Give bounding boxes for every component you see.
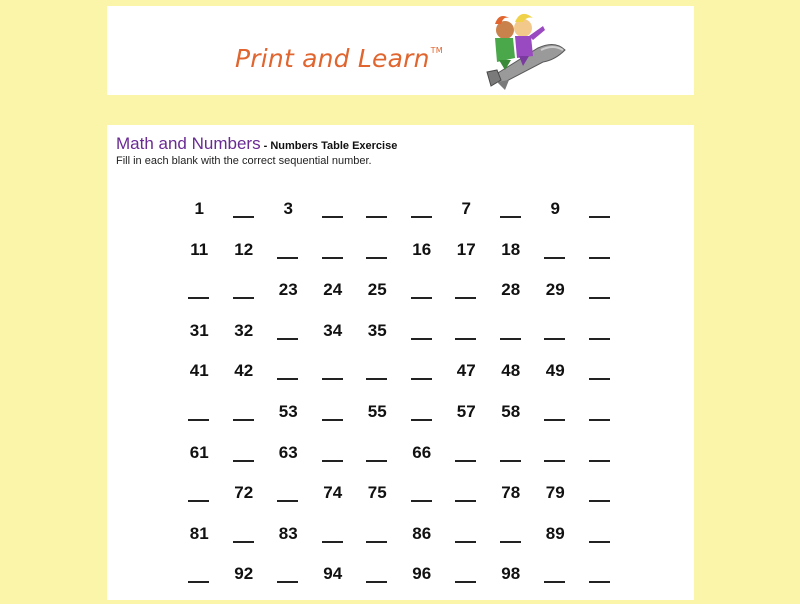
cell-number: 11 (190, 239, 209, 259)
number-cell (266, 443, 311, 473)
blank-underline (411, 378, 432, 380)
grid-row (177, 443, 617, 483)
blank-underline (589, 297, 610, 299)
worksheet-heading (116, 134, 397, 154)
number-cell (400, 240, 445, 270)
blank-cell[interactable] (222, 524, 267, 554)
blank-cell[interactable] (355, 361, 400, 391)
blank-cell[interactable] (533, 402, 578, 432)
cell-number: 74 (323, 483, 343, 503)
blank-underline (544, 338, 565, 340)
header-banner (107, 6, 694, 95)
blank-cell[interactable] (444, 524, 489, 554)
blank-cell[interactable] (177, 483, 222, 513)
number-cell (533, 361, 578, 391)
blank-underline (500, 216, 521, 218)
blank-cell[interactable] (578, 240, 623, 270)
title-separator: - (260, 140, 271, 152)
number-cell (489, 564, 534, 594)
number-cell (266, 402, 311, 432)
blank-underline (233, 216, 254, 218)
blank-underline (589, 541, 610, 543)
cell-number: 57 (456, 402, 476, 421)
page-title: Math and Numbers (116, 134, 261, 153)
blank-cell[interactable] (400, 483, 445, 513)
blank-cell[interactable] (355, 564, 400, 594)
grid-row (177, 240, 617, 280)
blank-cell[interactable] (578, 564, 623, 594)
blank-underline (544, 581, 565, 583)
blank-cell[interactable] (222, 443, 267, 473)
blank-underline (411, 297, 432, 299)
cell-number: 79 (545, 483, 565, 503)
number-cell (222, 240, 267, 270)
blank-underline (366, 257, 387, 259)
number-cell (444, 199, 489, 229)
blank-underline (589, 216, 610, 218)
cell-number: 72 (234, 483, 254, 503)
number-cell (266, 199, 311, 229)
cell-number: 86 (412, 523, 432, 543)
cell-number: 42 (234, 361, 254, 381)
blank-underline (322, 378, 343, 380)
blank-cell[interactable] (266, 361, 311, 391)
worksheet (107, 125, 694, 600)
blank-underline (589, 581, 610, 583)
number-cell (533, 524, 578, 554)
grid-row (177, 524, 617, 564)
blank-cell[interactable] (400, 280, 445, 310)
blank-cell[interactable] (266, 564, 311, 594)
cell-number: 3 (283, 199, 293, 218)
blank-cell[interactable] (578, 524, 623, 554)
blank-cell[interactable] (444, 321, 489, 351)
blank-underline (277, 500, 298, 502)
number-cell (355, 402, 400, 432)
number-cell (355, 321, 400, 351)
blank-underline (322, 216, 343, 218)
blank-underline (233, 541, 254, 543)
number-cell (489, 240, 534, 270)
cell-number: 96 (412, 564, 432, 584)
cell-number: 61 (189, 442, 209, 462)
blank-cell[interactable] (311, 443, 356, 473)
number-cell (355, 280, 400, 310)
blank-cell[interactable] (444, 443, 489, 473)
blank-underline (277, 257, 298, 259)
grid-row (177, 321, 617, 361)
blank-cell[interactable] (578, 443, 623, 473)
blank-underline (500, 460, 521, 462)
blank-underline (589, 419, 610, 421)
cell-number: 48 (501, 361, 521, 381)
blank-cell[interactable] (355, 199, 400, 229)
blank-underline (455, 541, 476, 543)
cell-number: 32 (234, 320, 254, 340)
blank-cell[interactable] (355, 240, 400, 270)
number-cell (400, 443, 445, 473)
blank-cell[interactable] (533, 564, 578, 594)
blank-cell[interactable] (578, 321, 623, 351)
page-subtitle: Numbers Table Exercise (270, 140, 398, 152)
blank-underline (411, 500, 432, 502)
blank-cell[interactable] (266, 321, 311, 351)
kids-on-rocket-icon (483, 10, 573, 90)
cell-number: 24 (323, 280, 343, 300)
number-cell (177, 443, 222, 473)
cell-number: 47 (456, 361, 476, 381)
number-cell (444, 402, 489, 432)
number-cell (222, 321, 267, 351)
cell-number: 17 (456, 239, 476, 259)
cell-number: 35 (367, 320, 387, 340)
number-cell (444, 361, 489, 391)
cell-number: 25 (367, 280, 387, 300)
blank-cell[interactable] (489, 321, 534, 351)
blank-cell[interactable] (266, 240, 311, 270)
number-cell (489, 361, 534, 391)
grid-row (177, 361, 617, 401)
number-cell (489, 483, 534, 513)
blank-underline (366, 581, 387, 583)
number-cell (177, 361, 222, 391)
grid-row (177, 483, 617, 523)
cell-number: 55 (367, 402, 387, 421)
number-cell (533, 483, 578, 513)
blank-underline (455, 500, 476, 502)
grid-row (177, 199, 617, 239)
blank-cell[interactable] (489, 443, 534, 473)
blank-cell[interactable] (489, 524, 534, 554)
blank-underline (366, 216, 387, 218)
blank-cell[interactable] (533, 240, 578, 270)
number-cell (266, 280, 311, 310)
blank-cell[interactable] (311, 361, 356, 391)
blank-underline (366, 460, 387, 462)
cell-number: 81 (189, 523, 209, 543)
cell-number: 18 (501, 239, 521, 259)
blank-cell[interactable] (489, 199, 534, 229)
cell-number: 23 (278, 280, 298, 300)
blank-underline (366, 541, 387, 543)
number-cell (177, 524, 222, 554)
logo (235, 44, 443, 73)
grid-row (177, 564, 617, 604)
number-cell (311, 483, 356, 513)
blank-underline (233, 460, 254, 462)
cell-number: 34 (323, 320, 343, 340)
blank-underline (411, 338, 432, 340)
number-cell (311, 280, 356, 310)
number-cell (177, 199, 222, 229)
blank-underline (233, 297, 254, 299)
cell-number: 16 (412, 239, 432, 259)
blank-underline (544, 460, 565, 462)
number-cell (177, 240, 222, 270)
blank-cell[interactable] (311, 524, 356, 554)
blank-underline (322, 419, 343, 421)
blank-cell[interactable] (578, 402, 623, 432)
blank-underline (544, 419, 565, 421)
blank-underline (500, 338, 521, 340)
number-cell (222, 483, 267, 513)
blank-cell[interactable] (266, 483, 311, 513)
blank-underline (233, 419, 254, 421)
blank-cell[interactable] (578, 483, 623, 513)
cell-number: 89 (545, 523, 565, 543)
blank-underline (589, 500, 610, 502)
blank-cell[interactable] (222, 280, 267, 310)
grid-row (177, 280, 617, 320)
blank-underline (366, 378, 387, 380)
blank-underline (188, 500, 209, 502)
blank-cell[interactable] (177, 280, 222, 310)
blank-cell[interactable] (444, 280, 489, 310)
number-cell (177, 321, 222, 351)
number-cell (400, 564, 445, 594)
blank-cell[interactable] (400, 199, 445, 229)
blank-cell[interactable] (311, 199, 356, 229)
blank-underline (589, 338, 610, 340)
blank-cell[interactable] (222, 199, 267, 229)
number-cell (444, 240, 489, 270)
number-cell (222, 361, 267, 391)
blank-cell[interactable] (578, 280, 623, 310)
blank-underline (589, 378, 610, 380)
blank-underline (322, 541, 343, 543)
blank-cell[interactable] (533, 321, 578, 351)
cell-number: 63 (278, 442, 298, 462)
cell-number: 58 (501, 402, 521, 421)
blank-cell[interactable] (177, 402, 222, 432)
blank-cell[interactable] (222, 402, 267, 432)
blank-cell[interactable] (311, 402, 356, 432)
blank-cell[interactable] (578, 361, 623, 391)
number-cell (311, 564, 356, 594)
blank-cell[interactable] (444, 564, 489, 594)
number-cell (222, 564, 267, 594)
blank-underline (411, 419, 432, 421)
number-cell (533, 199, 578, 229)
instructions: Fill in each blank with the correct sequential number. (116, 155, 372, 167)
blank-underline (322, 460, 343, 462)
number-cell (355, 483, 400, 513)
cell-number: 7 (461, 199, 471, 218)
number-cell (266, 524, 311, 554)
blank-underline (322, 257, 343, 259)
blank-underline (500, 541, 521, 543)
cell-number: 75 (367, 483, 387, 503)
blank-cell[interactable] (355, 524, 400, 554)
logo-trademark: TM (430, 46, 443, 55)
blank-underline (455, 297, 476, 299)
blank-underline (411, 216, 432, 218)
blank-underline (455, 581, 476, 583)
number-cell (489, 280, 534, 310)
number-cell (311, 321, 356, 351)
blank-cell[interactable] (400, 361, 445, 391)
blank-underline (589, 460, 610, 462)
blank-underline (455, 460, 476, 462)
cell-number: 9 (550, 199, 560, 218)
blank-underline (188, 581, 209, 583)
cell-number: 31 (189, 320, 209, 340)
grid-row (177, 402, 617, 442)
cell-number: 1 (194, 199, 204, 218)
cell-number: 41 (189, 361, 209, 381)
blank-underline (188, 297, 209, 299)
cell-number: 29 (545, 280, 565, 300)
blank-cell[interactable] (533, 443, 578, 473)
blank-underline (277, 338, 298, 340)
blank-cell[interactable] (311, 240, 356, 270)
blank-cell[interactable] (355, 443, 400, 473)
cell-number: 98 (501, 564, 521, 584)
cell-number: 94 (323, 564, 343, 584)
cell-number: 28 (501, 280, 521, 300)
blank-underline (188, 419, 209, 421)
blank-underline (277, 581, 298, 583)
blank-underline (544, 257, 565, 259)
blank-cell[interactable] (400, 321, 445, 351)
logo-text: Print and Learn (235, 44, 430, 73)
blank-cell[interactable] (177, 564, 222, 594)
blank-cell[interactable] (578, 199, 623, 229)
cell-number: 83 (278, 523, 298, 543)
blank-underline (589, 257, 610, 259)
cell-number: 78 (501, 483, 521, 503)
number-cell (533, 280, 578, 310)
blank-cell[interactable] (444, 483, 489, 513)
cell-number: 49 (545, 361, 565, 381)
cell-number: 12 (234, 239, 254, 259)
number-cell (489, 402, 534, 432)
blank-cell[interactable] (400, 402, 445, 432)
number-cell (400, 524, 445, 554)
blank-underline (277, 378, 298, 380)
cell-number: 66 (412, 442, 432, 462)
cell-number: 92 (234, 564, 254, 584)
blank-underline (455, 338, 476, 340)
cell-number: 53 (278, 402, 298, 421)
